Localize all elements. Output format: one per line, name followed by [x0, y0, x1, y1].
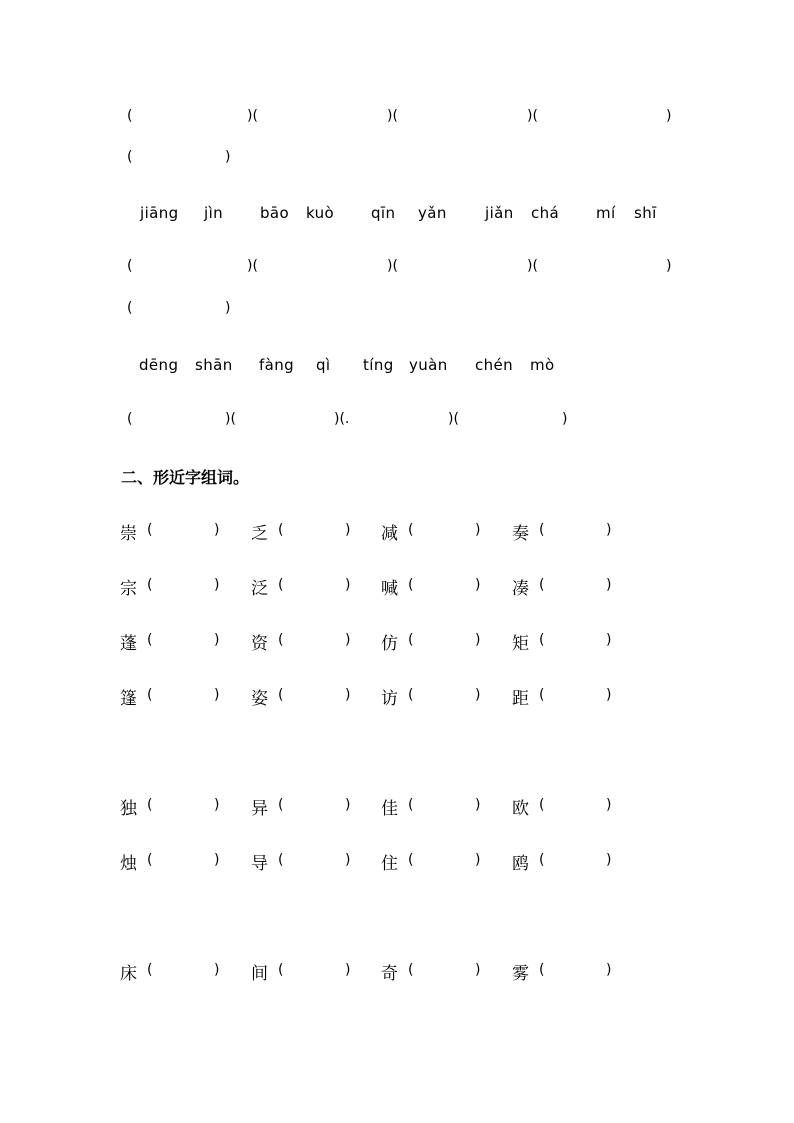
answer-blank[interactable]: [288, 684, 342, 704]
character: 间: [251, 964, 268, 984]
close-paren: ): [475, 852, 481, 868]
answer-blank[interactable]: [157, 959, 211, 979]
open-paren: (: [278, 632, 284, 648]
open-paren: (: [278, 797, 284, 813]
character: 蓬: [120, 634, 137, 654]
section-heading: 二、形近字组词。: [121, 468, 250, 487]
paren: )(.: [334, 411, 350, 427]
open-paren: (: [408, 797, 414, 813]
answer-blank[interactable]: [288, 794, 342, 814]
answer-blank[interactable]: [549, 519, 603, 539]
open-paren: (: [278, 522, 284, 538]
answer-blank[interactable]: [549, 849, 603, 869]
pinyin-syllable: shān: [195, 356, 233, 374]
answer-blank[interactable]: [157, 629, 211, 649]
answer-blank[interactable]: [549, 959, 603, 979]
character: 矩: [512, 634, 529, 654]
character: 泛: [251, 579, 268, 599]
pinyin-syllable: jiǎn: [485, 204, 514, 222]
open-paren: (: [147, 632, 153, 648]
answer-blank[interactable]: [157, 519, 211, 539]
close-paren: ): [606, 632, 612, 648]
close-paren: ): [345, 577, 351, 593]
close-paren: ): [475, 632, 481, 648]
close-paren: ): [345, 852, 351, 868]
close-paren: ): [214, 632, 220, 648]
open-paren: (: [278, 852, 284, 868]
close-paren: ): [214, 797, 220, 813]
open-paren: (: [408, 577, 414, 593]
character: 崇: [120, 524, 137, 544]
open-paren: (: [147, 962, 153, 978]
answer-blank[interactable]: [418, 519, 472, 539]
paren: )(: [387, 258, 398, 274]
character: 导: [251, 854, 268, 874]
answer-blank[interactable]: [549, 629, 603, 649]
character: 欧: [512, 799, 529, 819]
paren: )(: [247, 108, 258, 124]
pinyin-syllable: mò: [530, 356, 555, 374]
close-paren: ): [606, 577, 612, 593]
pinyin-syllable: dēng: [139, 356, 179, 374]
answer-blank[interactable]: [418, 959, 472, 979]
close-paren: ): [606, 852, 612, 868]
paren: (: [127, 411, 133, 427]
answer-blank[interactable]: [288, 574, 342, 594]
close-paren: ): [214, 852, 220, 868]
close-paren: ): [475, 577, 481, 593]
close-paren: ): [606, 797, 612, 813]
character: 雾: [512, 964, 529, 984]
character: 独: [120, 799, 137, 819]
answer-blank[interactable]: [549, 684, 603, 704]
paren: ): [225, 300, 231, 316]
answer-blank[interactable]: [418, 574, 472, 594]
pinyin-syllable: yuàn: [409, 356, 448, 374]
close-paren: ): [475, 962, 481, 978]
answer-blank[interactable]: [157, 684, 211, 704]
paren: )(: [387, 108, 398, 124]
answer-blank[interactable]: [157, 574, 211, 594]
open-paren: (: [147, 797, 153, 813]
pinyin-syllable: kuò: [306, 204, 335, 222]
character: 凑: [512, 579, 529, 599]
close-paren: ): [606, 687, 612, 703]
character: 床: [120, 964, 137, 984]
answer-blank[interactable]: [288, 519, 342, 539]
paren: ): [562, 411, 568, 427]
close-paren: ): [345, 797, 351, 813]
pinyin-syllable: chá: [531, 204, 560, 222]
pinyin-syllable: jiāng: [140, 204, 179, 222]
close-paren: ): [606, 962, 612, 978]
close-paren: ): [214, 962, 220, 978]
pinyin-syllable: shī: [634, 204, 657, 222]
open-paren: (: [147, 577, 153, 593]
answer-blank[interactable]: [418, 849, 472, 869]
character: 距: [512, 689, 529, 709]
open-paren: (: [539, 797, 545, 813]
paren: )(: [448, 411, 459, 427]
open-paren: (: [278, 687, 284, 703]
pinyin-syllable: mí: [596, 204, 616, 222]
open-paren: (: [408, 632, 414, 648]
paren: )(: [225, 411, 236, 427]
close-paren: ): [345, 687, 351, 703]
open-paren: (: [147, 687, 153, 703]
close-paren: ): [606, 522, 612, 538]
answer-blank[interactable]: [157, 849, 211, 869]
open-paren: (: [147, 522, 153, 538]
character: 喊: [381, 579, 398, 599]
paren: (: [127, 258, 133, 274]
close-paren: ): [214, 577, 220, 593]
close-paren: ): [345, 962, 351, 978]
answer-blank[interactable]: [549, 574, 603, 594]
close-paren: ): [214, 522, 220, 538]
open-paren: (: [539, 687, 545, 703]
answer-blank[interactable]: [418, 794, 472, 814]
open-paren: (: [278, 577, 284, 593]
open-paren: (: [408, 962, 414, 978]
character: 姿: [251, 689, 268, 709]
character: 访: [381, 689, 398, 709]
close-paren: ): [345, 632, 351, 648]
pinyin-syllable: yǎn: [418, 204, 447, 222]
open-paren: (: [539, 852, 545, 868]
character: 奇: [381, 964, 398, 984]
answer-blank[interactable]: [157, 794, 211, 814]
answer-blank[interactable]: [549, 794, 603, 814]
open-paren: (: [408, 687, 414, 703]
close-paren: ): [475, 687, 481, 703]
answer-blank[interactable]: [288, 959, 342, 979]
pinyin-syllable: bāo: [260, 204, 290, 222]
character: 佳: [381, 799, 398, 819]
open-paren: (: [539, 577, 545, 593]
character: 乏: [251, 524, 268, 544]
paren: (: [127, 300, 133, 316]
pinyin-syllable: qì: [316, 356, 331, 374]
close-paren: ): [475, 797, 481, 813]
answer-blank[interactable]: [288, 849, 342, 869]
open-paren: (: [278, 962, 284, 978]
paren: ): [666, 258, 672, 274]
character: 烛: [120, 854, 137, 874]
character: 篷: [120, 689, 137, 709]
open-paren: (: [147, 852, 153, 868]
pinyin-syllable: tíng: [363, 356, 394, 374]
paren: )(: [527, 108, 538, 124]
character: 住: [381, 854, 398, 874]
pinyin-syllable: chén: [475, 356, 514, 374]
character: 资: [251, 634, 268, 654]
character: 奏: [512, 524, 529, 544]
character: 宗: [120, 579, 137, 599]
open-paren: (: [408, 852, 414, 868]
close-paren: ): [214, 687, 220, 703]
pinyin-syllable: fàng: [259, 356, 295, 374]
close-paren: ): [475, 522, 481, 538]
character: 仿: [381, 634, 398, 654]
paren: )(: [247, 258, 258, 274]
pinyin-syllable: jìn: [204, 204, 224, 222]
open-paren: (: [408, 522, 414, 538]
answer-blank[interactable]: [418, 629, 472, 649]
character: 鸥: [512, 854, 529, 874]
character: 减: [381, 524, 398, 544]
paren: ): [666, 108, 672, 124]
close-paren: ): [345, 522, 351, 538]
paren: (: [127, 149, 133, 165]
open-paren: (: [539, 962, 545, 978]
paren: ): [225, 149, 231, 165]
answer-blank[interactable]: [418, 684, 472, 704]
open-paren: (: [539, 522, 545, 538]
paren: (: [127, 108, 133, 124]
open-paren: (: [539, 632, 545, 648]
character: 异: [251, 799, 268, 819]
answer-blank[interactable]: [288, 629, 342, 649]
paren: )(: [527, 258, 538, 274]
pinyin-syllable: qīn: [371, 204, 396, 222]
